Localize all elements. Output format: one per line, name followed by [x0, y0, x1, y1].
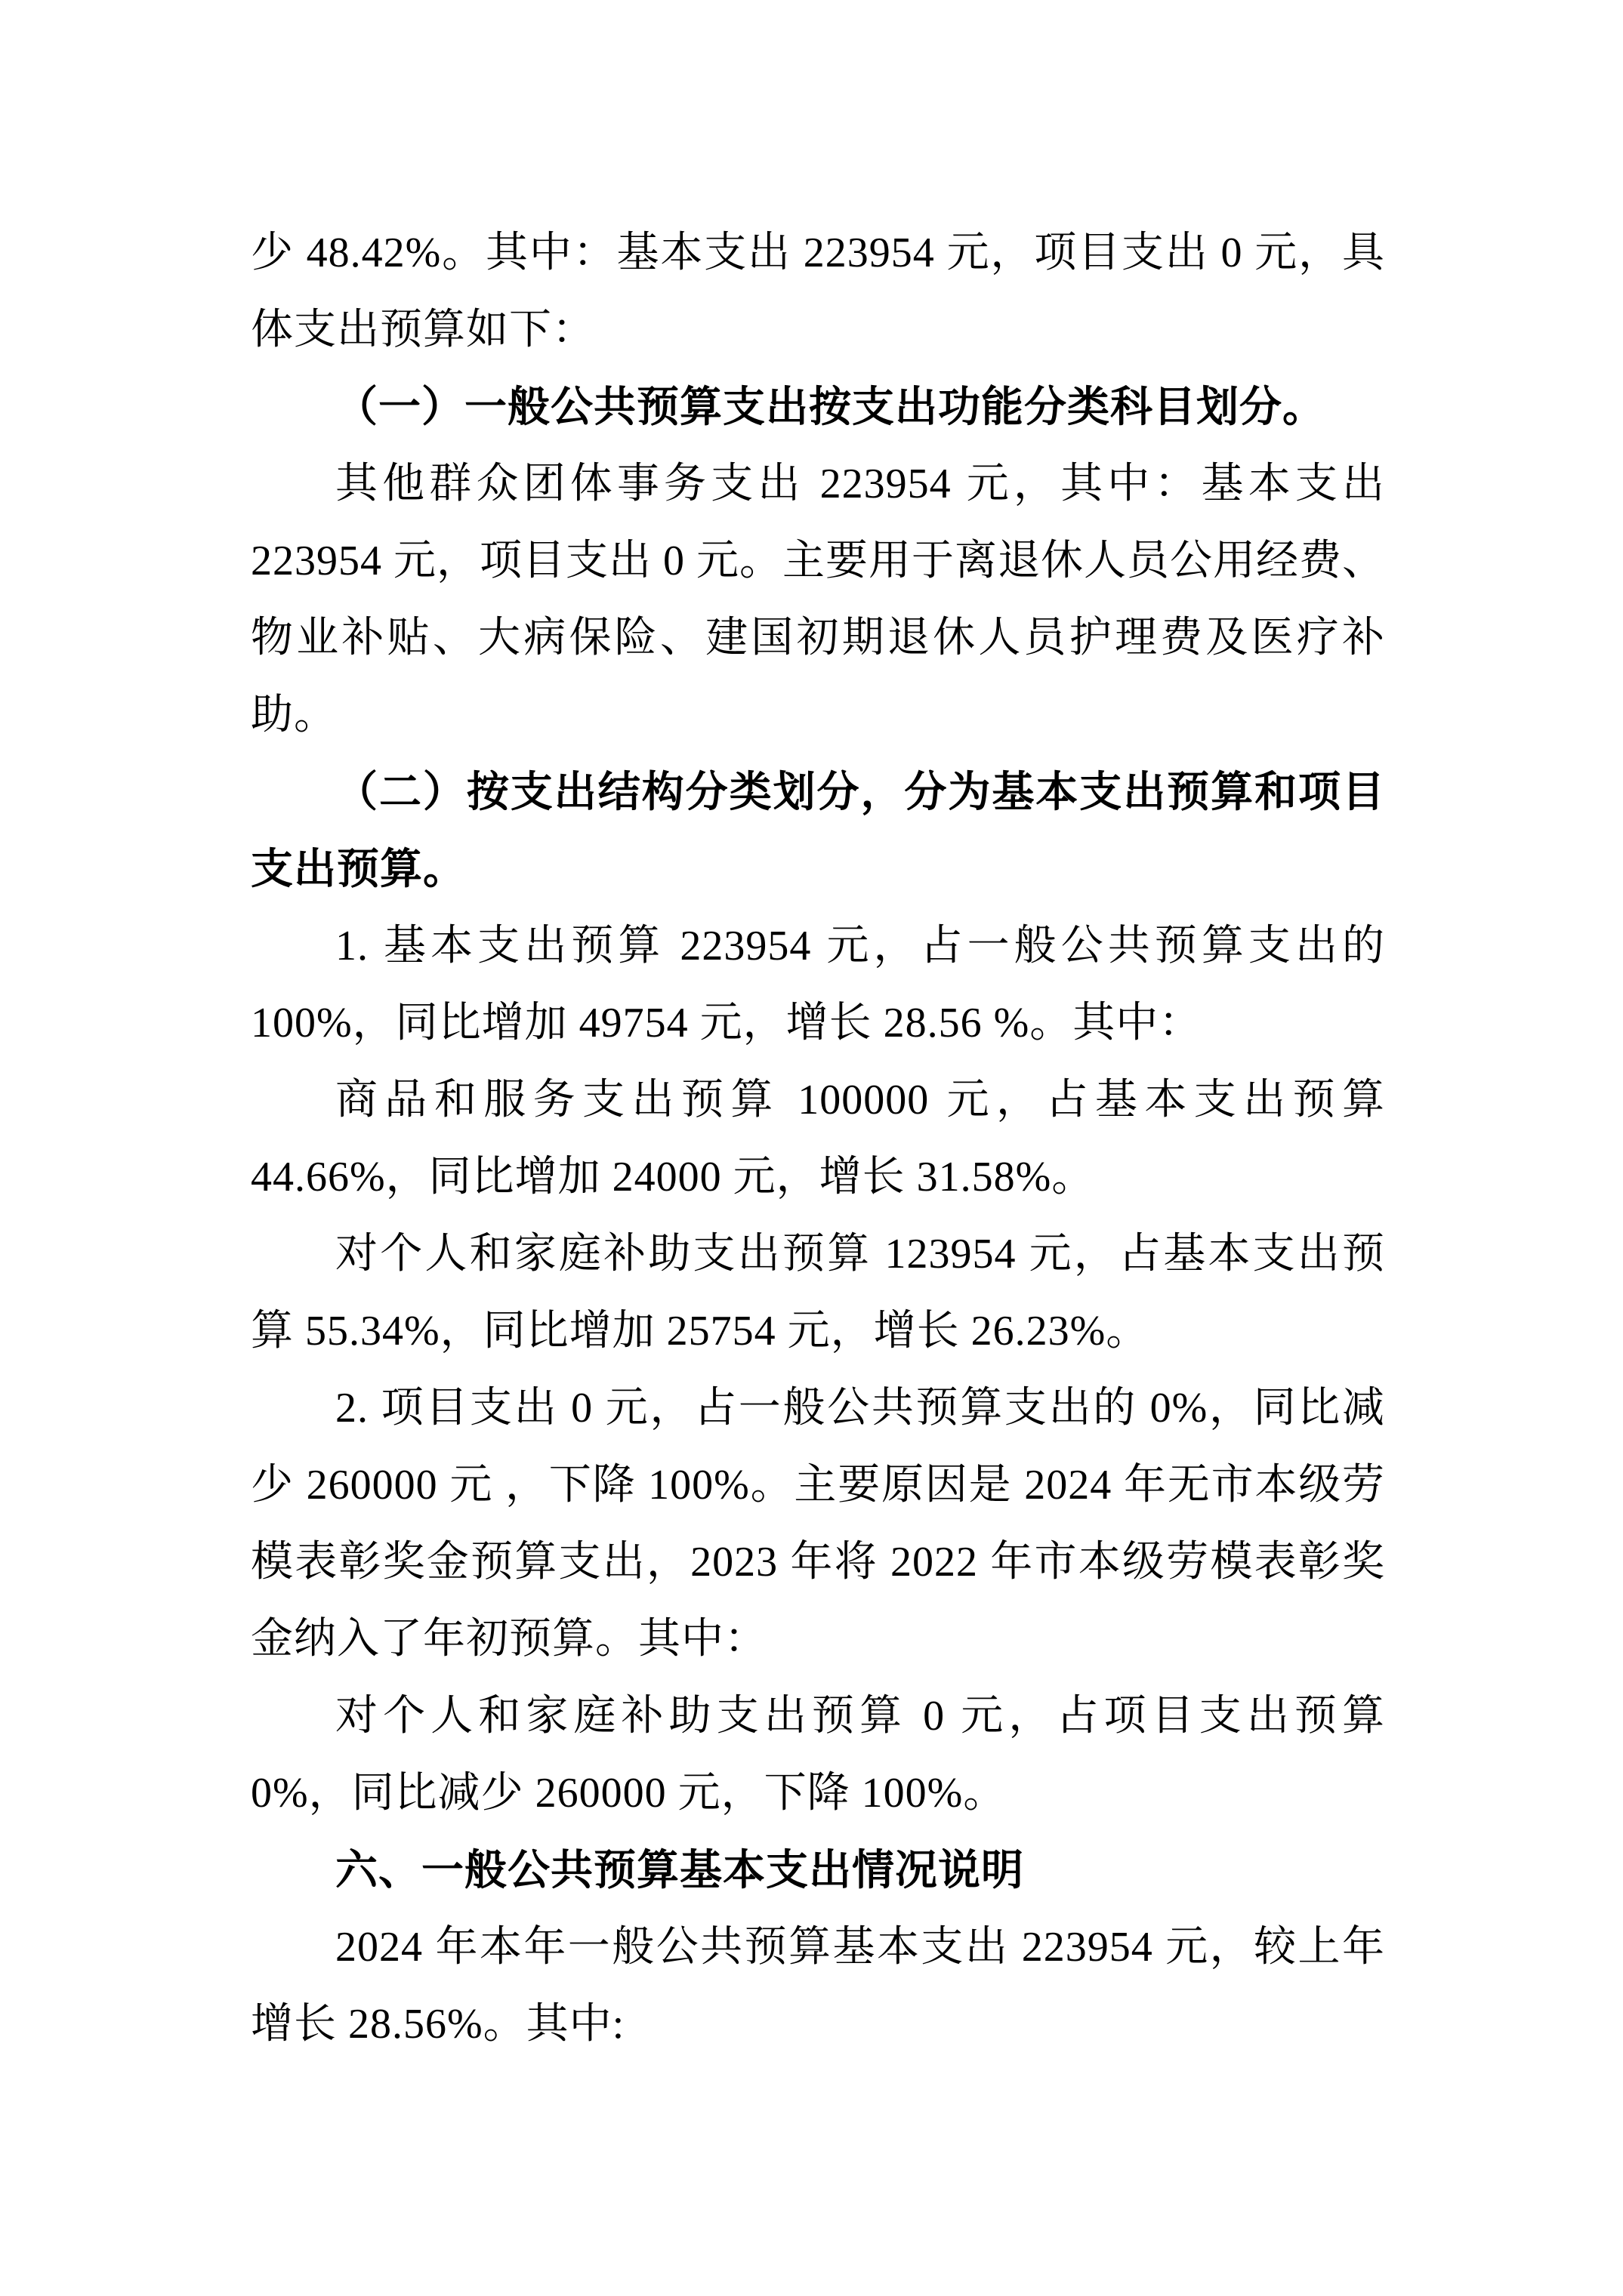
paragraph-basic-expenditure-budget: 1. 基本支出预算 223954 元，占一般公共预算支出的 100%，同比增加 49754 元，增长 28.56 %。其中：: [251, 923, 1385, 1046]
paragraph-project-individual-family-subsidy: 对个人和家庭补助支出预算 0 元，占项目支出预算 0%，同比减少 260000 元，下降 100%。: [251, 1693, 1385, 1817]
document-text-block: [251, 214, 1385, 2063]
paragraph-2024-basic-expenditure: 2024 年本年一般公共预算基本支出 223954 元，较上年增长 28.56%。其中:: [251, 1924, 1385, 2048]
paragraph-continuation-expenditure-summary: 少 48.42%。其中：基本支出 223954 元，项目支出 0 元，具体支出预算如下：: [251, 230, 1385, 353]
paragraph-goods-and-services-budget: 商品和服务支出预算 100000 元，占基本支出预算 44.66%，同比增加 24000 元，增长 31.58%。: [251, 1077, 1385, 1200]
paragraph-project-expenditure-budget: 2. 项目支出 0 元，占一般公共预算支出的 0%，同比减少 260000 元 ，下降 100%。主要原因是 2024 年无市本级劳模表彰奖金预算支出，2023 年将 2022 年市本级劳模表彰奖金纳入了年初预算。其中：: [251, 1385, 1385, 1663]
paragraph-individual-family-subsidy-budget: 对个人和家庭补助支出预算 123954 元，占基本支出预算 55.34%，同比增加 25754 元，增长 26.23%。: [251, 1231, 1385, 1354]
heading-section-6-basic-expenditure-explanation: 六、一般公共预算基本支出情况说明: [335, 1846, 1024, 1894]
paragraph-other-mass-organization-expenditure: 其他群众团体事务支出 223954 元，其中：基本支出 223954 元，项目支出 0 元。主要用于离退休人员公用经费、物业补贴、大病保险、建国初期退休人员护理费及医疗补助。: [251, 461, 1385, 738]
heading-section-1-functional-classification: （一）一般公共预算支出按支出功能分类科目划分。: [335, 383, 1325, 430]
heading-section-2-structure-classification: （二）按支出结构分类划分，分为基本支出预算和项目支出预算。: [251, 768, 1385, 892]
